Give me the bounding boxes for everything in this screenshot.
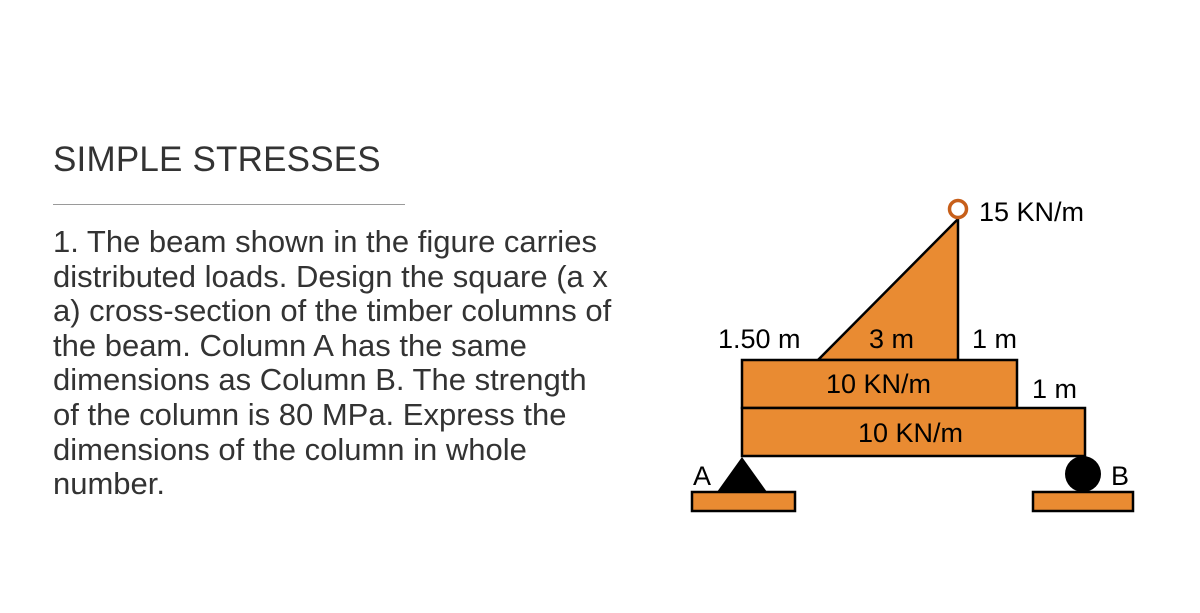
peak-load-label: 15 KN/m: [979, 197, 1085, 227]
peak-load-marker: [950, 201, 967, 218]
problem-statement: 1. The beam shown in the figure carries distributed loads. Design the square (a x a) cross-section of the timber columns of the beam. Column A has the same dimensions as Column B. The strength of the column is 80 MPa. Express the dimensions of the column in whole number.: [53, 224, 612, 502]
support-a-label: A: [693, 461, 712, 491]
slide-title: SIMPLE STRESSES: [53, 140, 381, 179]
dimension-left-label: 1.50 m: [718, 324, 801, 354]
support-b-base: [1033, 492, 1133, 511]
pin-support-a: [717, 457, 767, 492]
support-b-label: B: [1111, 461, 1130, 491]
dimension-right-upper-label: 1 m: [972, 324, 1018, 354]
upper-load-label: 10 KN/m: [826, 369, 932, 399]
dimension-right-lower-label: 1 m: [1032, 374, 1078, 404]
dimension-triangle-label: 3 m: [869, 324, 915, 354]
roller-support-b: [1065, 456, 1101, 492]
support-a-base: [692, 492, 795, 511]
lower-load-label: 10 KN/m: [858, 418, 964, 448]
